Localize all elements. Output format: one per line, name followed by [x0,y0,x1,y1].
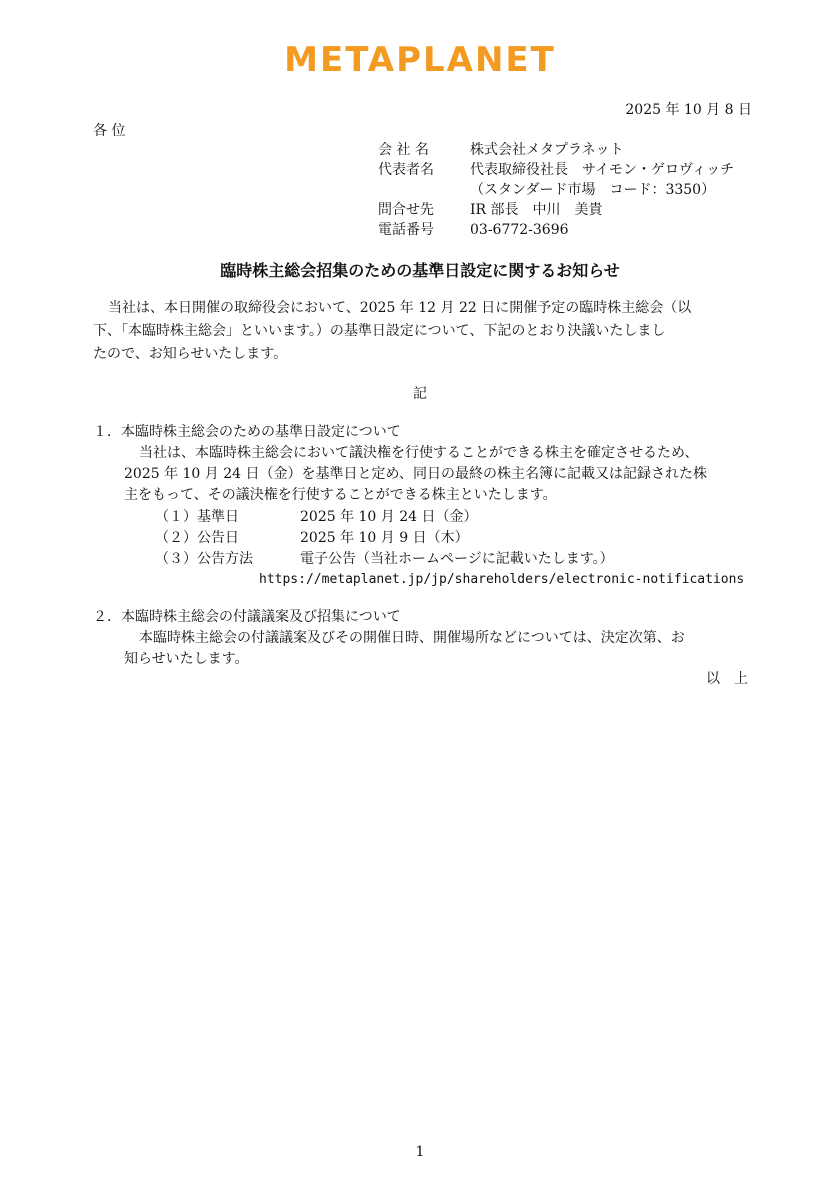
page-title: 臨時株主総会招集のための基準日設定に関するお知らせ [220,261,620,280]
company-name-label: 会 社 名 [378,142,429,158]
company-name-value: 株式会社メタプラネット [470,142,624,158]
representative-label: 代表者名 [378,162,434,178]
phone-value: 03-6772-3696 [470,222,569,238]
record-date-label: （１）基準日 [155,509,239,525]
market-code: （スタンダード市場 コード：3350） [470,182,716,198]
contact-label: 問合せ先 [378,202,434,218]
closing-mark: 以 上 [706,671,748,687]
intro-line: 当社は、本日開催の取締役会において、2025 年 12 月 22 日に開催予定の臨時株主総会（以 [108,300,692,316]
ki-marker: 記 [413,386,427,402]
intro-line: たので、お知らせいたします。 [93,346,288,362]
notice-method-value: 電子公告（当社ホームページに記載いたします。） [300,551,614,567]
notice-date-value: 2025 年 10 月 9 日（木） [300,530,469,546]
section-1-line: 当社は、本臨時株主総会において議決権を行使することができる株主を確定させるため、 [139,445,699,461]
document-date: 2025 年 10 月 8 日 [625,102,752,118]
section-2-line: 本臨時株主総会の付議議案及びその開催日時、開催場所などについては、決定次第、お [139,630,685,646]
section-2-line: 知らせいたします。 [124,651,249,667]
notice-date-label: （２）公告日 [155,530,239,546]
section-1-line: 2025 年 10 月 24 日（金）を基準日と定め、同日の最終の株主名簿に記載又は記録された株 [124,466,707,482]
section-2-heading: ２．本臨時株主総会の付議議案及び招集について [93,609,401,625]
section-1-heading: １．本臨時株主総会のための基準日設定について [93,424,401,440]
page-number: 1 [415,1144,425,1160]
contact-value: IR 部長 中川 美貴 [470,202,603,218]
addressee: 各 位 [93,123,126,139]
intro-line: 下、「本臨時株主総会」といいます。）の基準日設定について、下記のとおり決議いたしまし [93,323,666,339]
record-date-value: 2025 年 10 月 24 日（金） [300,509,478,525]
notice-method-label: （３）公告方法 [155,551,253,567]
electronic-notice-url[interactable]: https://metaplanet.jp/jp/shareholders/electronic-notifications [259,572,745,587]
representative-value: 代表取締役社長 サイモン・ゲロヴィッチ [470,162,735,178]
phone-label: 電話番号 [378,222,434,238]
section-1-line: 主をもって、その議決権を行使することができる株主といたします。 [124,487,557,503]
company-logo: METAPLANET [284,40,556,80]
